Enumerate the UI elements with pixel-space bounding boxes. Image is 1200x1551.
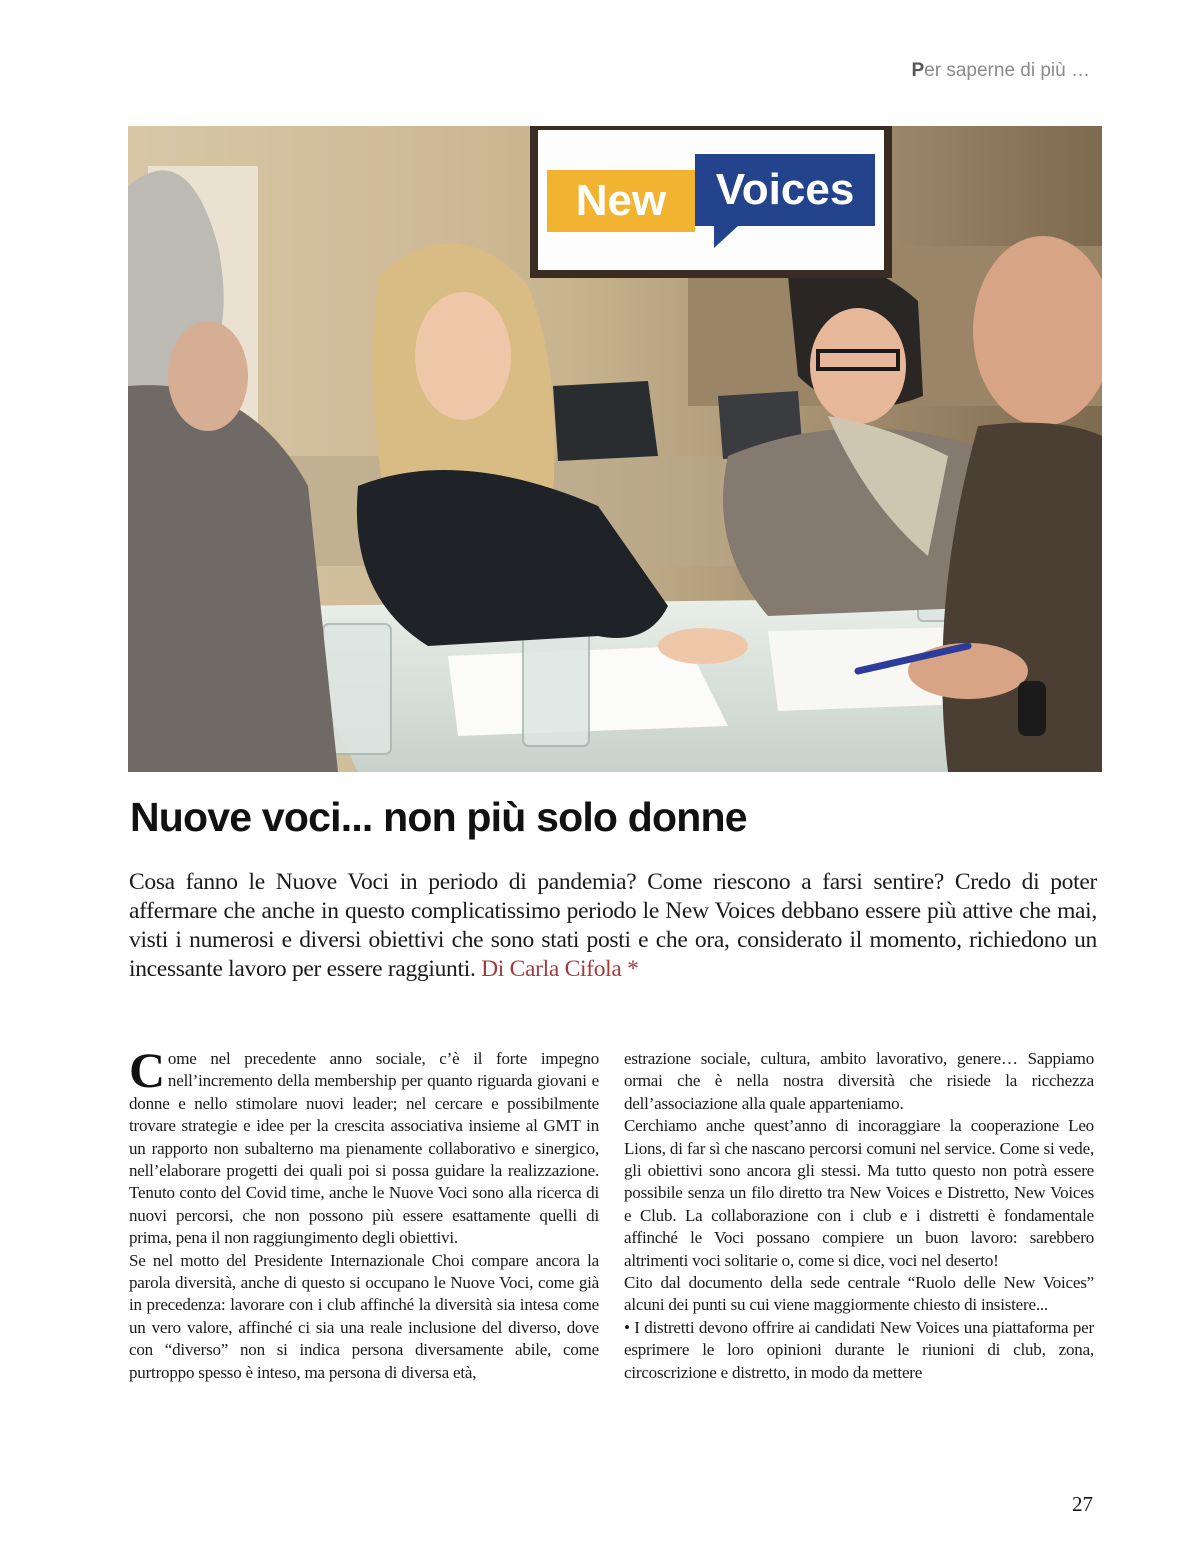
speech-bubble-tail-icon xyxy=(714,226,738,248)
body-paragraph: Cerchiamo anche quest’anno di incoraggiare la cooperazione Leo Lions, di far sì che nascano percorsi comuni nel service. Come si vede, gli obiettivi sono ancora gli stessi. Ma tutto questo non potrà essere possibile senza un filo diretto tra New Voices e Distretto, New Voices e Club. La collaborazione con i club e i distretti è fondamentale affinché le Voci possano compiere un buon lavoro: sarebbero altrimenti voci solitarie o, come si dice, voci nel deserto! xyxy=(624,1116,1094,1270)
body-paragraph: Se nel motto del Presidente Internazionale Choi compare ancora la parola diversità, anche di questo si occupano le Nuove Voci, come già in precedenza: lavorare con i club affinché la diversità sia intesa come un vero valore, affinché ci sia una reale inclusione del diverso, dove con “diverso” non si indica persona diversamente abile, come purtroppo spesso è inteso, ma persona di diversa età, xyxy=(129,1250,599,1382)
article-lead xyxy=(129,868,1097,984)
drop-cap: C xyxy=(129,1042,165,1098)
body-column-right xyxy=(624,1048,1094,1384)
body-paragraph: estrazione sociale, cultura, ambito lavorativo, genere… Sappiamo ormai che è nella nostra diversità che risiede la ricchezza dell’associazione alla quale apparteniamo. xyxy=(624,1049,1094,1113)
running-header-initial: P xyxy=(911,60,925,81)
logo-new-block: New xyxy=(547,170,695,232)
new-voices-logo xyxy=(538,130,884,270)
page-number: 27 xyxy=(1072,1492,1093,1516)
body-paragraph xyxy=(129,1042,599,1250)
bullet-paragraph: • I distretti devono offrire ai candidati New Voices una piattaforma per esprimere le loro opinioni durante le riunioni di club, zona, circoscrizione e distretto, in modo da mettere xyxy=(624,1317,1094,1382)
article-photo xyxy=(128,126,1102,772)
body-paragraph: Cito dal documento della sede centrale “Ruolo delle New Voices” alcuni dei punti su cui viene maggiormente chiesto di insistere... xyxy=(624,1273,1094,1315)
logo-voices-block: Voices xyxy=(695,154,875,226)
running-header xyxy=(911,60,1090,82)
article-title: Nuove voci... non più solo donne xyxy=(130,794,747,840)
paragraph-text: ome nel precedente anno sociale, c’è il forte impegno nell’incremento della membership per quanto riguarda giovani e donne e nello stimolare nuovi leader; nel cercare e possibilmente trovare strategie e idee per la crescita associativa insieme al GMT in un rapporto non subalterno ma pienamente collaborativo e sinergico, nell’elaborare progetti dei quali poi si possa guidare la realizzazione. Tenuto conto del Covid time, anche le Nuove Voci sono alla ricerca di nuovi percorsi, che non possono più essere esattamente quelli di prima, pena il non raggiungimento degli obiettivi. xyxy=(129,1049,599,1248)
lead-text: Cosa fanno le Nuove Voci in periodo di pandemia? Come riescono a farsi sentire? Credo di poter affermare che anche in questo complicatissimo periodo le New Voices debbano essere più attive che mai, visti i numerosi e diversi obiettivi che sono stati posti e che ora, considerato il momento, richiedono un incessante lavoro per essere raggiunti. xyxy=(129,869,1097,982)
author-byline: Di Carla Cifola * xyxy=(481,956,639,982)
running-header-text: er saperne di più … xyxy=(924,60,1090,81)
body-column-left xyxy=(129,1042,599,1384)
